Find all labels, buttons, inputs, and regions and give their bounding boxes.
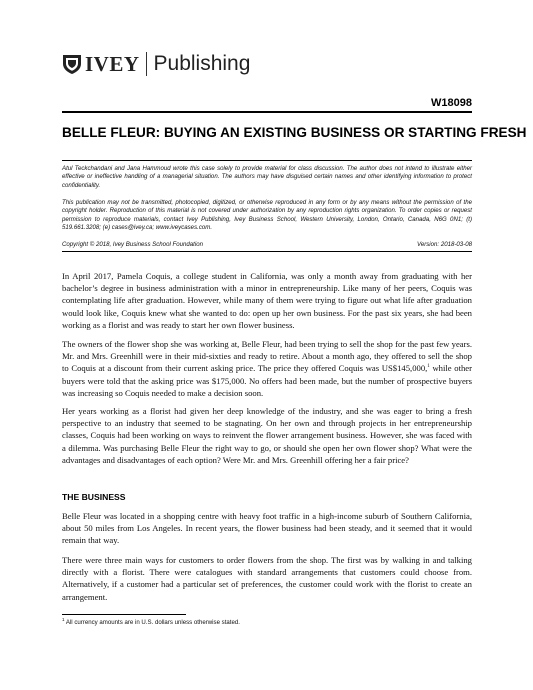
header-rule — [62, 111, 472, 113]
footnote-rule — [62, 614, 186, 615]
section-heading: THE BUSINESS — [62, 492, 126, 502]
paragraph-dilemma: Her years working as a florist had given her deep knowledge of the industry, and she was eager to bring a fresh perspective to an industry that seemed to be stagnating. On her own and through projects in her entrepreneurship classes, Coquis had been working on ways to reinvent the flower arrangement business. However, she was faced with a dilemma. Was purchasing Belle Fleur the right way to go, or should she open her own flower shop? What were the advantages and disadvantages of each option? Were Mr. and Mrs. Greenhill offering her a fair price? — [62, 406, 472, 465]
version-text: Version: 2018-03-08 — [417, 241, 472, 248]
ivey-publishing-logo — [62, 50, 250, 78]
case-title: BELLE FLEUR: BUYING AN EXISTING BUSINESS OR STARTING FRESH — [62, 125, 527, 140]
footnote-marker: 1 — [62, 617, 65, 622]
copyright-row — [62, 241, 472, 248]
crest-icon — [62, 53, 82, 75]
paragraph-offer-text-b: while other buyers were told that the asking price was $175,000. No offers had been made, but the number of prospective buyers was increasing so Coquis needed to make a decision soon. — [62, 363, 472, 398]
title-rule — [62, 160, 472, 161]
authors-disclaimer: Atul Teckchandani and Jana Hammoud wrote this case solely to provide material for class discussion. The author does not intend to illustrate either effective or ineffective handling of a managerial situation. The authors may have disguised certain names and other identifying information to protect confidentiality. — [62, 165, 472, 189]
copyright-text: Copyright © 2018, Ivey Business School Foundation — [62, 241, 204, 248]
paragraph-offer — [62, 338, 472, 399]
footnote-ref: 1 — [427, 364, 430, 370]
footnote-text: All currency amounts are in U.S. dollars unless otherwise stated. — [64, 619, 240, 626]
paragraph-intro: In April 2017, Pamela Coquis, a college student in California, was only a month away from graduating with her bachelor’s degree in business administration with a minor in entrepreneurship. Like many of her peers, Coquis was contemplating life after graduation. However, while many of them were trying to figure out what life after graduation would look like, Coquis knew what she wanted to do: open up her own business. For the past six years, she had been working as a florist and was ready to start her own flower business. — [62, 271, 472, 330]
logo-wordmark: IVEY — [85, 52, 140, 76]
paragraph-business: Belle Fleur was located in a shopping centre with heavy foot traffic in a high-income suburb of Southern California, about 50 miles from Los Angeles. In recent years, the flower business had been steady, and it seemed that it would remain that way. — [62, 511, 472, 546]
case-number: W18098 — [431, 97, 472, 109]
paragraph-ordering: There were three main ways for customers to order flowers from the shop. The first was by walking in and talking directly with a florist. There were catalogues with standard arrangements that customers could choose from. Alternatively, if a customer had a particular set of preferences, the customer could work with the florist to create an arrangement. — [62, 555, 472, 602]
logo-publisher: Publishing — [153, 52, 251, 75]
paragraph-offer-text-a: The owners of the flower shop she was working at, Belle Fleur, had been trying to sell the shop for the past few years. Mr. and Mrs. Greenhill were in their mid-sixties and ready to retire. About a month ago, they offered to sell the shop to Coquis at a discount from their current asking price. The price they offered Coquis was US$145,000, — [62, 339, 472, 374]
permission-notice: This publication may not be transmitted, photocopied, digitized, or otherwise reproduced in any form or by any means without the permission of the copyright holder. Reproduction of this material is not covered under authorization by any reproduction rights organization. To order copies or request permission to reproduce materials, contact Ivey Publishing, Ivey Business School, Western University, London, Ontario, Canada, N6G 0N1; (t) 519.661.3208; (e) cases@ivey.ca; www.iveycases.com. — [62, 199, 472, 232]
logo-divider — [146, 52, 147, 76]
disclaimer-rule — [62, 251, 472, 252]
footnote — [62, 619, 240, 626]
